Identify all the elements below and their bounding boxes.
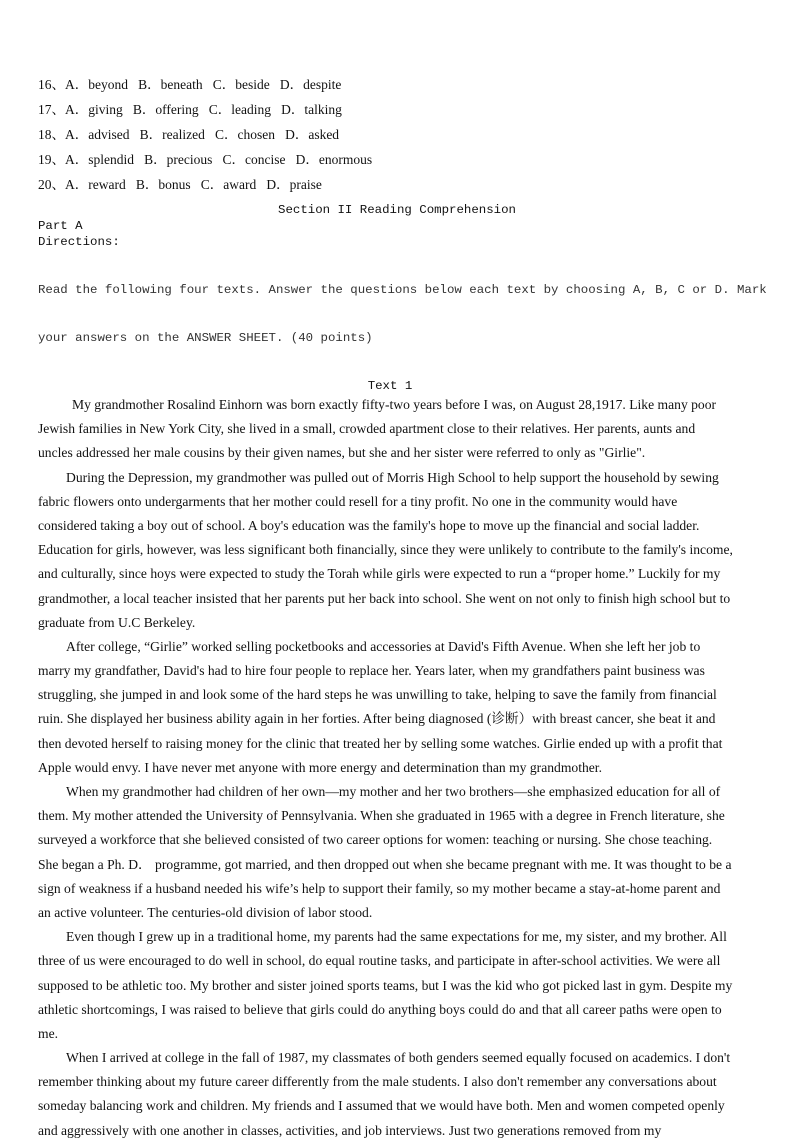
paragraph-line: My grandmother Rosalind Einhorn was born exactly fifty-two years before I was, on August 28,1917. Like many poor bbox=[72, 397, 717, 412]
choice-item: 20、A．reward B．bonus C．award D．praise bbox=[38, 177, 322, 192]
paragraph-line: struggling, she jumped in and look some of the hard steps he was unwilling to take, helping to save the family from financial bbox=[38, 687, 717, 703]
paragraph-line: During the Depression, my grandmother was pulled out of Morris High School to help support the household by sewing bbox=[66, 469, 719, 485]
section-title: Section II Reading Comprehension bbox=[278, 203, 516, 217]
paragraph-line: supposed to be athletic too. My brother and sister joined sports teams, but I was the kid who got picked last in gym. Despite my bbox=[38, 977, 733, 993]
paragraph-line: and aggressively with one another in classes, activities, and job interviews. Just two generations removed from my bbox=[38, 1122, 662, 1138]
part-heading: Part A bbox=[38, 219, 83, 233]
paragraph-line: uncles addressed her male cousins by their given names, but she and her sister were referred to only as "Girlie". bbox=[38, 445, 646, 461]
paragraph-line: surveyed a workforce that she believed consisted of two career options for women: teaching or nursing. She chose teaching. bbox=[38, 832, 713, 848]
paragraph bbox=[38, 783, 754, 928]
paragraph-line: After college, “Girlie” worked selling pocketbooks and accessories at David's Fifth Avenue. When she left her job to bbox=[66, 638, 701, 654]
paragraph-line: then devoted herself to raising money for the clinic that treated her by selling some watches. Girlie ended up with a profit that bbox=[38, 735, 723, 751]
paragraph-line: them. My mother attended the University of Pennsylvania. When she graduated in 1965 with a degree in French literature, she bbox=[38, 808, 725, 824]
paragraph bbox=[38, 638, 754, 783]
directions-line: your answers on the ANSWER SHEET. (40 points) bbox=[38, 331, 373, 345]
directions-text bbox=[38, 250, 794, 378]
paragraph-line: and culturally, since hoys were expected to study the Torah while girls were expected to run a “proper home.” Luckily for my bbox=[38, 566, 721, 582]
paragraph-line: When my grandmother had children of her own—my mother and her two brothers—she emphasized education for all of bbox=[66, 784, 721, 799]
paragraph-line: considered taking a boy out of school. A boy's education was the family's hope to move up the financial and social ladder. bbox=[38, 517, 700, 533]
passage-body bbox=[38, 396, 754, 1146]
paragraph-line: She began a Ph. D． programme, got married, and then dropped out when she became pregnant with me. It was thought to be a bbox=[38, 856, 732, 872]
paragraph-line: marry my grandfather, David's had to hire four people to replace her. Years later, when my grandfathers paint business was bbox=[38, 663, 705, 679]
paragraph-line: fabric flowers onto undergarments that her mother could resell for a tiny profit. No one in the community would have bbox=[38, 493, 678, 509]
choice-item: 17、A．giving B．offering C．leading D．talking bbox=[38, 102, 342, 117]
page bbox=[0, 76, 794, 1146]
paragraph-line: sign of weakness if a husband needed his wife’s help to support their family, so my mother became a stay-at-home parent and bbox=[38, 880, 721, 896]
paragraph bbox=[38, 469, 754, 638]
paragraph-line: Even though I grew up in a traditional home, my parents had the same expectations for me, my sister, and my brother. All bbox=[66, 929, 727, 945]
paragraph-line: an active volunteer. The centuries-old division of labor stood. bbox=[38, 904, 373, 920]
directions-line: Read the following four texts. Answer the questions below each text by choosing A, B, C or D. Mark bbox=[38, 283, 767, 297]
choice-item: 16、A．beyond B．beneath C．beside D．despite bbox=[38, 77, 342, 92]
paragraph bbox=[38, 928, 754, 1049]
paragraph-line: remember thinking about my future career differently from the male students. I also don't remember any conversations about bbox=[38, 1074, 717, 1090]
directions-label: Directions: bbox=[38, 235, 120, 249]
choice-item: 18、A．advised B．realized C．chosen D．asked bbox=[38, 127, 340, 142]
paragraph bbox=[38, 396, 754, 469]
paragraph-line: Jewish families in New York City, she lived in a small, crowded apartment close to their relatives. Her parents, aunts and bbox=[38, 421, 696, 437]
choice-list bbox=[38, 76, 794, 201]
paragraph-line: Education for girls, however, was less significant both financially, since they were unlikely to contribute to the family's income, bbox=[38, 542, 733, 558]
paragraph bbox=[38, 1049, 754, 1146]
paragraph-line: ruin. She displayed her business ability again in her forties. After being diagnosed (诊断）with breast cancer, she beat it and bbox=[38, 711, 716, 727]
paragraph-line: three of us were encouraged to do well in school, do equal routine tasks, and participate in after-school activities. We were all bbox=[38, 953, 721, 969]
choice-item: 19、A．splendid B．precious C．concise D．enormous bbox=[38, 152, 373, 167]
paragraph-line: me. bbox=[38, 1025, 59, 1041]
paragraph-line: graduate from U.C Berkeley. bbox=[38, 614, 196, 630]
paragraph-line: athletic shortcomings, I was raised to believe that girls could do anything boys could do and that all career paths were open to bbox=[38, 1001, 722, 1017]
paragraph-line: grandmother, a local teacher insisted that her parents put her back into school. She went on not only to finish high school but to bbox=[38, 590, 731, 606]
paragraph-line: Apple would envy. I have never met anyone with more energy and determination than my grandmother. bbox=[38, 759, 602, 775]
paragraph-line: someday balancing work and children. My friends and I assumed that we would have both. Men and women competed openly bbox=[38, 1098, 725, 1114]
paragraph-line: When I arrived at college in the fall of 1987, my classmates of both genders seemed equally focused on academics. I don't bbox=[66, 1050, 731, 1066]
text-title: Text 1 bbox=[367, 379, 413, 393]
